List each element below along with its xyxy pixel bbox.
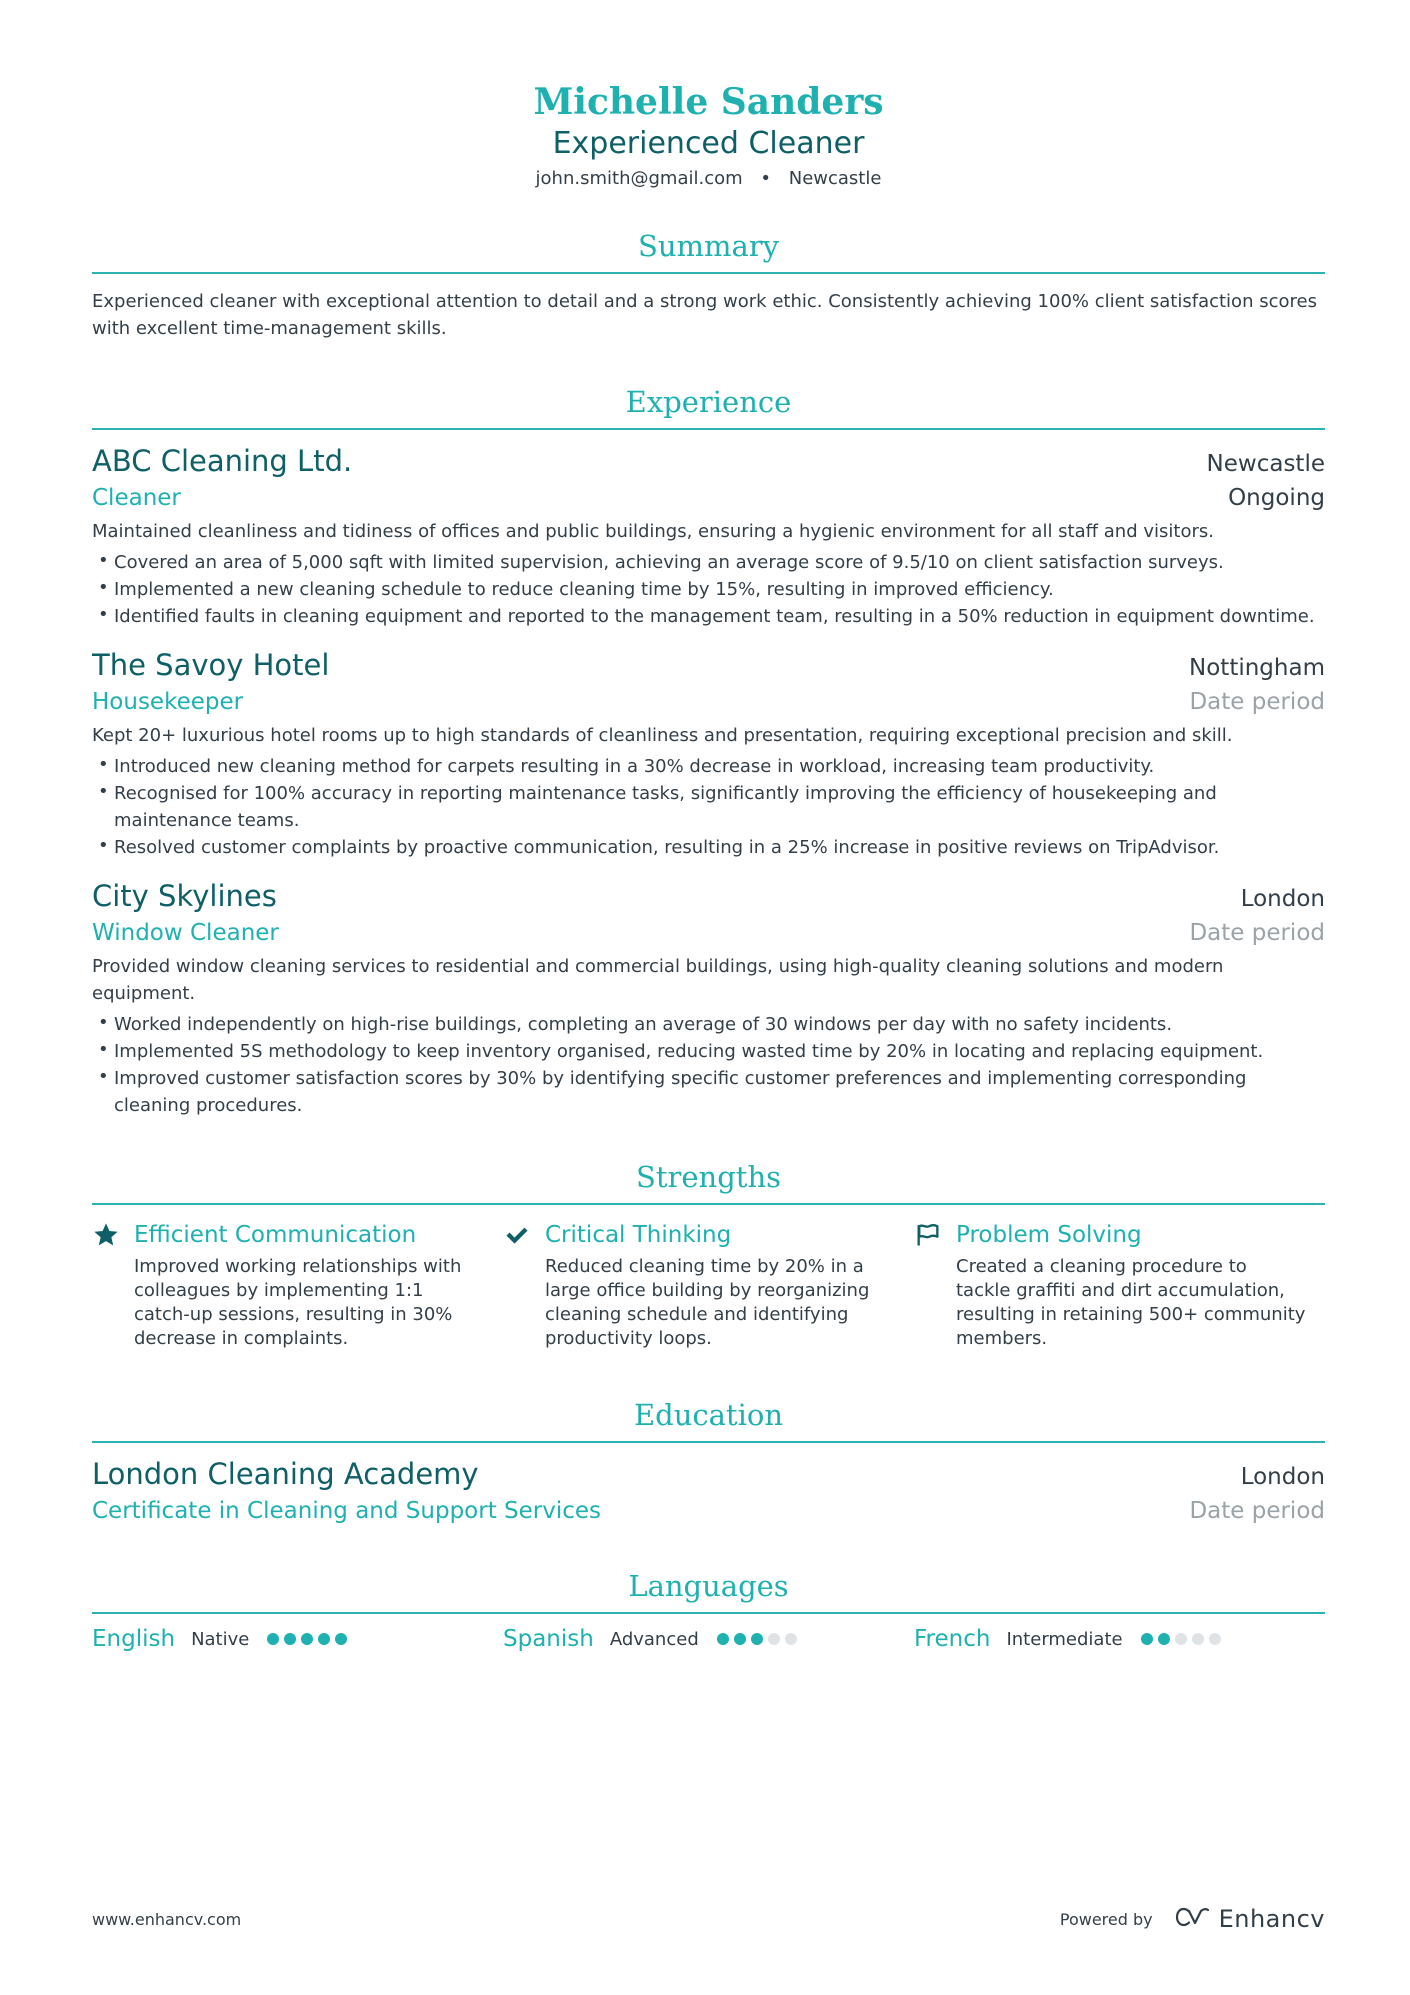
job-location: Nottingham <box>1189 655 1325 681</box>
job-date: Ongoing <box>1228 485 1325 511</box>
bullet-item: • Identified faults in cleaning equipment and reported to the management team, resulting in a 50% reduction in equipment downtime. <box>92 603 1325 630</box>
job-date: Date period <box>1189 689 1325 715</box>
job-location: Newcastle <box>1206 451 1325 477</box>
rating-dot-filled <box>301 1633 313 1645</box>
strength-description: Created a cleaning procedure to tackle graffiti and dirt accumulation, resulting in retaining 500+ community members. <box>956 1256 1306 1349</box>
education-entry <box>92 1455 1325 1528</box>
job-position: Housekeeper <box>92 689 244 715</box>
brand-name: Enhancv <box>1218 1905 1325 1933</box>
job-description: Provided window cleaning services to residential and commercial buildings, using high-quality cleaning solutions and modern equipment. <box>92 956 1224 1004</box>
strength-title: Efficient Communication <box>134 1222 417 1248</box>
strength-description: Reduced cleaning time by 20% in a large office building by reorganizing cleaning schedule and identifying productivity loops. <box>545 1256 870 1349</box>
contact-line <box>92 166 1325 192</box>
school-name: London Cleaning Academy <box>92 1457 479 1491</box>
education-date: Date period <box>1189 1498 1325 1524</box>
website-link[interactable]: www.enhancv.com <box>92 1909 242 1929</box>
bullet-item: • Worked independently on high-rise buildings, completing an average of 30 windows per day with no safety incidents. <box>92 1011 1325 1038</box>
rating-dot-filled <box>284 1633 296 1645</box>
summary-text: Experienced cleaner with exceptional attention to detail and a strong work ethic. Consistently achieving 100% client satisfaction scores with excellent time-management skills. <box>92 291 1317 339</box>
section-divider <box>92 1203 1325 1205</box>
section-divider <box>92 428 1325 430</box>
star-icon <box>92 1219 134 1351</box>
strengths-section <box>92 1159 1325 1351</box>
language-name: Spanish <box>503 1626 594 1652</box>
languages-section <box>92 1568 1325 1652</box>
job-bullets <box>92 549 1325 630</box>
company-name: City Skylines <box>92 879 277 913</box>
strength-item <box>914 1219 1325 1351</box>
rating-dot-empty <box>1192 1633 1204 1645</box>
candidate-title: Experienced Cleaner <box>552 126 865 161</box>
rating-dot-filled <box>717 1633 729 1645</box>
section-heading-languages: Languages <box>628 1569 789 1603</box>
school-location: London <box>1240 1464 1325 1490</box>
job-description: Kept 20+ luxurious hotel rooms up to high standards of cleanliness and presentation, requiring exceptional precision and skill. <box>92 725 1233 746</box>
section-divider <box>92 1441 1325 1443</box>
company-name: ABC Cleaning Ltd. <box>92 444 353 478</box>
job-bullets <box>92 753 1325 861</box>
rating-dot-filled <box>1141 1633 1153 1645</box>
rating-dot-filled <box>267 1633 279 1645</box>
bullet-item: • Introduced new cleaning method for carpets resulting in a 30% decrease in workload, increasing team productivity. <box>92 753 1325 780</box>
strength-title: Problem Solving <box>956 1222 1142 1248</box>
flag-icon <box>914 1219 956 1351</box>
rating-dot-filled <box>734 1633 746 1645</box>
rating-dot-filled <box>335 1633 347 1645</box>
language-name: French <box>914 1626 991 1652</box>
job-date: Date period <box>1189 920 1325 946</box>
section-heading-education: Education <box>633 1398 783 1432</box>
job-bullets <box>92 1011 1325 1119</box>
company-name: The Savoy Hotel <box>92 648 330 682</box>
experience-entry <box>92 877 1325 1119</box>
language-name: English <box>92 1626 176 1652</box>
language-rating <box>1141 1633 1226 1645</box>
section-heading-summary: Summary <box>637 229 780 263</box>
bullet-item: • Recognised for 100% accuracy in reporting maintenance tasks, significantly improving the efficiency of housekeeping and maintenance teams. <box>92 780 1325 834</box>
job-location: London <box>1240 886 1325 912</box>
summary-section <box>92 228 1325 342</box>
language-rating <box>267 1633 352 1645</box>
bullet-item: • Resolved customer complaints by proactive communication, resulting in a 25% increase in positive reviews on TripAdvisor. <box>92 834 1325 861</box>
page-footer <box>92 1905 1325 1933</box>
bullet-item: • Implemented a new cleaning schedule to reduce cleaning time by 15%, resulting in improved efficiency. <box>92 576 1325 603</box>
section-heading-strengths: Strengths <box>636 1160 781 1194</box>
strength-description: Improved working relationships with colleagues by implementing 1:1 catch-up sessions, resulting in 30% decrease in complaints. <box>134 1256 462 1349</box>
rating-dot-empty <box>785 1633 797 1645</box>
rating-dot-empty <box>768 1633 780 1645</box>
bullet-item: • Covered an area of 5,000 sqft with limited supervision, achieving an average score of 9.5/10 on client satisfaction surveys. <box>92 549 1325 576</box>
section-divider <box>92 1612 1325 1614</box>
powered-by-label: Powered by <box>1059 1909 1153 1929</box>
separator: • <box>760 168 771 189</box>
rating-dot-filled <box>318 1633 330 1645</box>
email-link[interactable]: john.smith@gmail.com <box>535 168 743 189</box>
powered-by <box>1060 1905 1325 1933</box>
strength-title: Critical Thinking <box>545 1222 732 1248</box>
section-heading-experience: Experience <box>625 385 792 419</box>
job-position: Window Cleaner <box>92 920 279 946</box>
education-section <box>92 1397 1325 1528</box>
rating-dot-filled <box>751 1633 763 1645</box>
candidate-location: Newcastle <box>788 168 882 189</box>
strength-item <box>92 1219 503 1351</box>
language-item <box>92 1626 503 1652</box>
language-item <box>503 1626 914 1652</box>
strength-item <box>503 1219 914 1351</box>
language-item <box>914 1626 1325 1652</box>
job-description: Maintained cleanliness and tidiness of offices and public buildings, ensuring a hygienic environment for all staff and visitors. <box>92 521 1214 542</box>
resume-page <box>92 0 1325 1995</box>
enhancv-logo-icon <box>1175 1906 1213 1932</box>
language-level: Intermediate <box>1006 1628 1123 1650</box>
experience-entry <box>92 442 1325 630</box>
section-divider <box>92 272 1325 274</box>
resume-header <box>92 0 1325 192</box>
language-rating <box>717 1633 802 1645</box>
rating-dot-empty <box>1175 1633 1187 1645</box>
rating-dot-empty <box>1209 1633 1221 1645</box>
checkmark-icon <box>503 1219 545 1351</box>
language-level: Native <box>191 1628 250 1650</box>
candidate-name: Michelle Sanders <box>533 81 884 123</box>
language-level: Advanced <box>609 1628 699 1650</box>
degree-name: Certificate in Cleaning and Support Services <box>92 1498 602 1524</box>
job-position: Cleaner <box>92 485 181 511</box>
rating-dot-filled <box>1158 1633 1170 1645</box>
bullet-item: • Improved customer satisfaction scores by 30% by identifying specific customer preferences and implementing corresponding cleaning procedures. <box>92 1065 1325 1119</box>
bullet-item: • Implemented 5S methodology to keep inventory organised, reducing wasted time by 20% in locating and replacing equipment. <box>92 1038 1325 1065</box>
experience-section <box>92 384 1325 1119</box>
experience-entry <box>92 646 1325 861</box>
